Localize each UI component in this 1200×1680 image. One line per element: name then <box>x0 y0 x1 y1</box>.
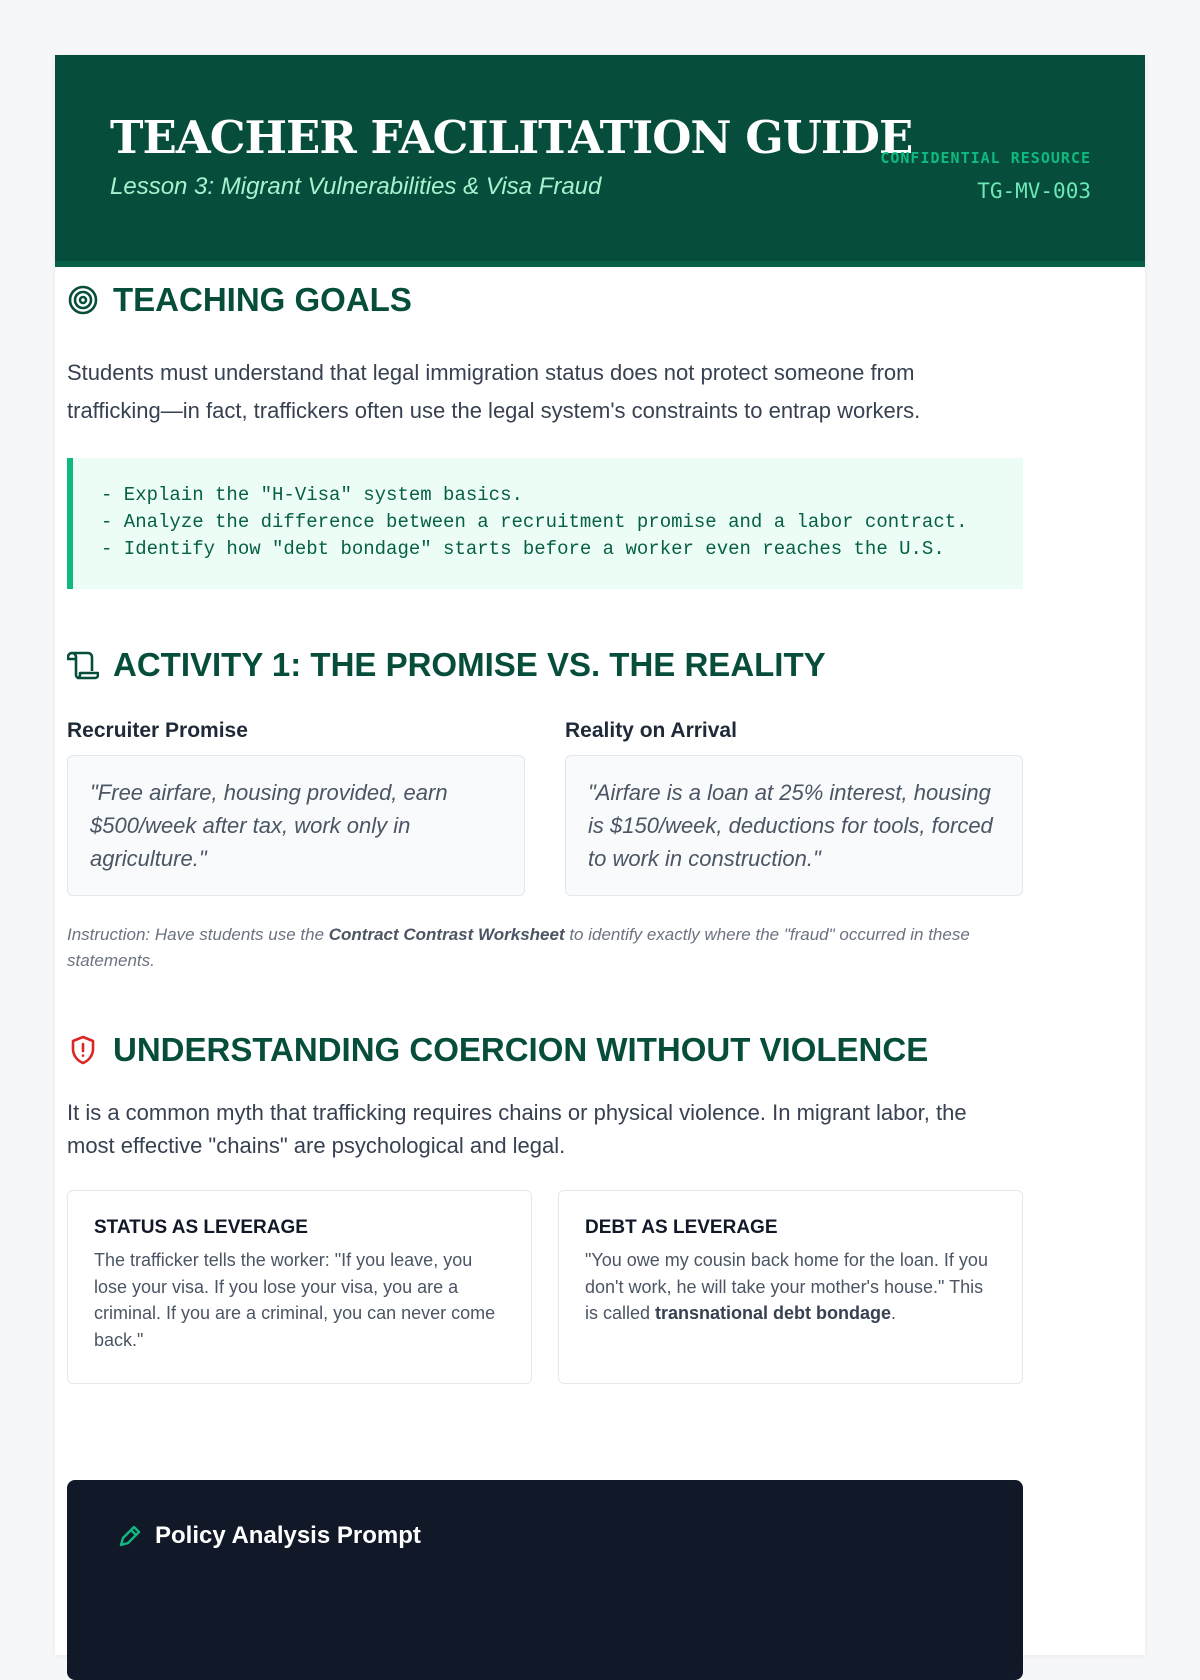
debt-leverage-card <box>558 1190 1023 1384</box>
debt-leverage-text <box>585 1247 996 1327</box>
instruction-text-end: to identify exactly where the "fraud" occurred in these statements. <box>67 925 970 970</box>
reality-column <box>565 719 1023 896</box>
debt-leverage-title: DEBT AS LEVERAGE <box>585 1217 778 1238</box>
teaching-goals-heading <box>67 280 1023 320</box>
document-code: TG-MV-003 <box>977 179 1091 203</box>
worksheet-name: Contract Contrast Worksheet <box>328 925 565 944</box>
coercion-heading <box>67 1030 1023 1070</box>
guide-header <box>55 55 1145 267</box>
promise-quote: "Free airfare, housing provided, earn $500/week after tax, work only in agriculture." <box>67 755 525 896</box>
status-leverage-card <box>67 1190 532 1384</box>
promise-column <box>67 719 525 896</box>
promise-reality-comparison <box>67 719 1023 896</box>
leverage-cards <box>67 1190 1023 1384</box>
confidential-label: CONFIDENTIAL RESOURCE <box>880 149 1091 167</box>
objectives-box: - Explain the "H-Visa" system basics. - Analyze the difference between a recruitment promise and a labor contract. - Identify how "debt bondage" starts before a worker even reaches the U.S. <box>67 458 1023 589</box>
status-leverage-title: STATUS AS LEVERAGE <box>94 1217 308 1238</box>
status-leverage-text: The trafficker tells the worker: "If you leave, you lose your visa. If you lose your visa, you are a criminal. If you are a criminal, you can never come back." <box>94 1250 496 1350</box>
activity-instruction <box>67 922 1023 974</box>
policy-prompt-panel <box>67 1480 1023 1680</box>
guide-title: TEACHER FACILITATION GUIDE <box>110 111 913 164</box>
coercion-title: UNDERSTANDING COERCION WITHOUT VIOLENCE <box>113 1031 929 1068</box>
reality-quote: "Airfare is a loan at 25% interest, housing is $150/week, deductions for tools, forced to work in construction." <box>565 755 1023 896</box>
guide-content <box>67 280 1023 1384</box>
shield-alert-icon <box>67 1034 99 1066</box>
debt-bondage-term: transnational debt bondage <box>655 1303 892 1323</box>
activity-title: ACTIVITY 1: THE PROMISE VS. THE REALITY <box>113 646 826 683</box>
activity-heading <box>67 645 1023 685</box>
promise-label: Recruiter Promise <box>67 719 248 742</box>
debt-text: "You owe my cousin back home for the loan. If you don't work, he will take your mother's house." This is called <box>585 1250 988 1323</box>
target-icon <box>67 284 99 316</box>
scroll-icon <box>67 649 99 681</box>
coercion-intro: It is a common myth that trafficking requires chains or physical violence. In migrant labor, the most effective "chains" are psychological and legal. <box>67 1100 967 1158</box>
teaching-goals-title: TEACHING GOALS <box>113 281 412 318</box>
instruction-text: Instruction: Have students use the <box>67 925 329 944</box>
debt-text-end: . <box>891 1303 897 1323</box>
teaching-goals-intro: Students must understand that legal immigration status does not protect someone from trafficking—in fact, traffickers often use the legal system's constraints to entrap workers. <box>67 360 921 423</box>
reality-label: Reality on Arrival <box>565 719 737 742</box>
lesson-subtitle: Lesson 3: Migrant Vulnerabilities & Visa Fraud <box>110 173 602 200</box>
policy-heading <box>117 1522 421 1550</box>
policy-title: Policy Analysis Prompt <box>155 1522 421 1549</box>
pencil-icon <box>117 1523 143 1549</box>
